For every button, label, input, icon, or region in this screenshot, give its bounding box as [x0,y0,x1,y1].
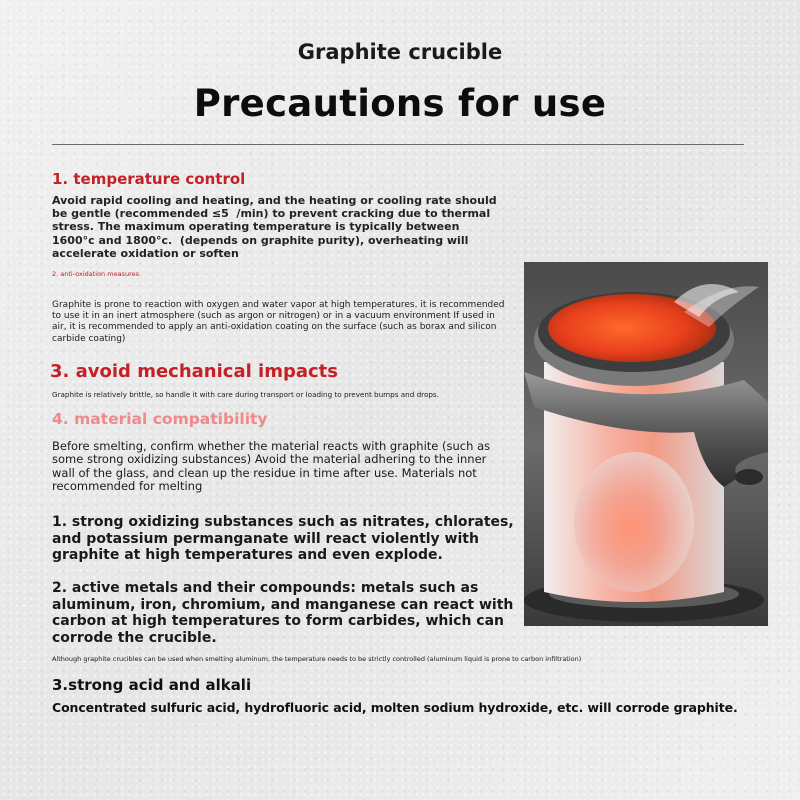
section-2-heading: 2. anti-oxidation measures [52,270,139,278]
section-2-body: Graphite is prone to reaction with oxygen and water vapor at high temperatures. it is recommended to use it in an inert atmosphere (such as argon or nitrogen) or in a vacuum environment If used in air, it is recommended to apply an anti-oxidation coating on the surface (such as borax and silicon carbide coating) [52,300,505,344]
crucible-glow [574,452,694,592]
page-subtitle: Graphite crucible [297,40,503,64]
not-recommended-item-1: 1. strong oxidizing substances such as nitrates, chlorates, and potassium permanganate will react violently with graphite at high temperatures and even explode. [52,514,514,564]
crucible-photo [524,262,768,626]
section-4-heading: 4. material compatibility [52,410,268,428]
section-3-heading: 3. avoid mechanical impacts [50,361,338,382]
page-title: Precautions for use [193,82,607,125]
section-1-heading: 1. temperature control [52,170,246,188]
section-3-body: Graphite is relatively brittle, so handle it with care during transport or loading to prevent bumps and drops. [52,390,439,399]
divider [52,144,744,145]
section-1-body: Avoid rapid cooling and heating, and the heating or cooling rate should be gentle (recommended ≤5 ￼ /min) to prevent cracking due to thermal stress. The maximum operating temperature is typically between 1600°c and 1800°c. ￼ (depends on graphite purity), overheating will accelerate oxidation or soften [52,194,497,260]
not-recommended-item-3-body: Concentrated sulfuric acid, hydrofluoric acid, molten sodium hydroxide, etc. will corrode graphite. [52,700,738,715]
aluminum-note: Although graphite crucibles can be used when smelting aluminum, the temperature needs to be strictly controlled (aluminum liquid is prone to carbon infiltration) [52,655,582,663]
section-4-body: Before smelting, confirm whether the material reacts with graphite (such as some strong oxidizing substances) Avoid the material adhering to the inner wall of the glass, and clean up the residue in time after use. Materials not recommended for melting [52,439,491,494]
not-recommended-item-3-heading: 3.strong acid and alkali [52,676,252,694]
tongs-handle-end [735,469,763,485]
not-recommended-item-2: 2. active metals and their compounds: metals such as aluminum, iron, chromium, and manganese can react with carbon at high temperatures to form carbides, which can corrode the crucible. [52,580,514,646]
